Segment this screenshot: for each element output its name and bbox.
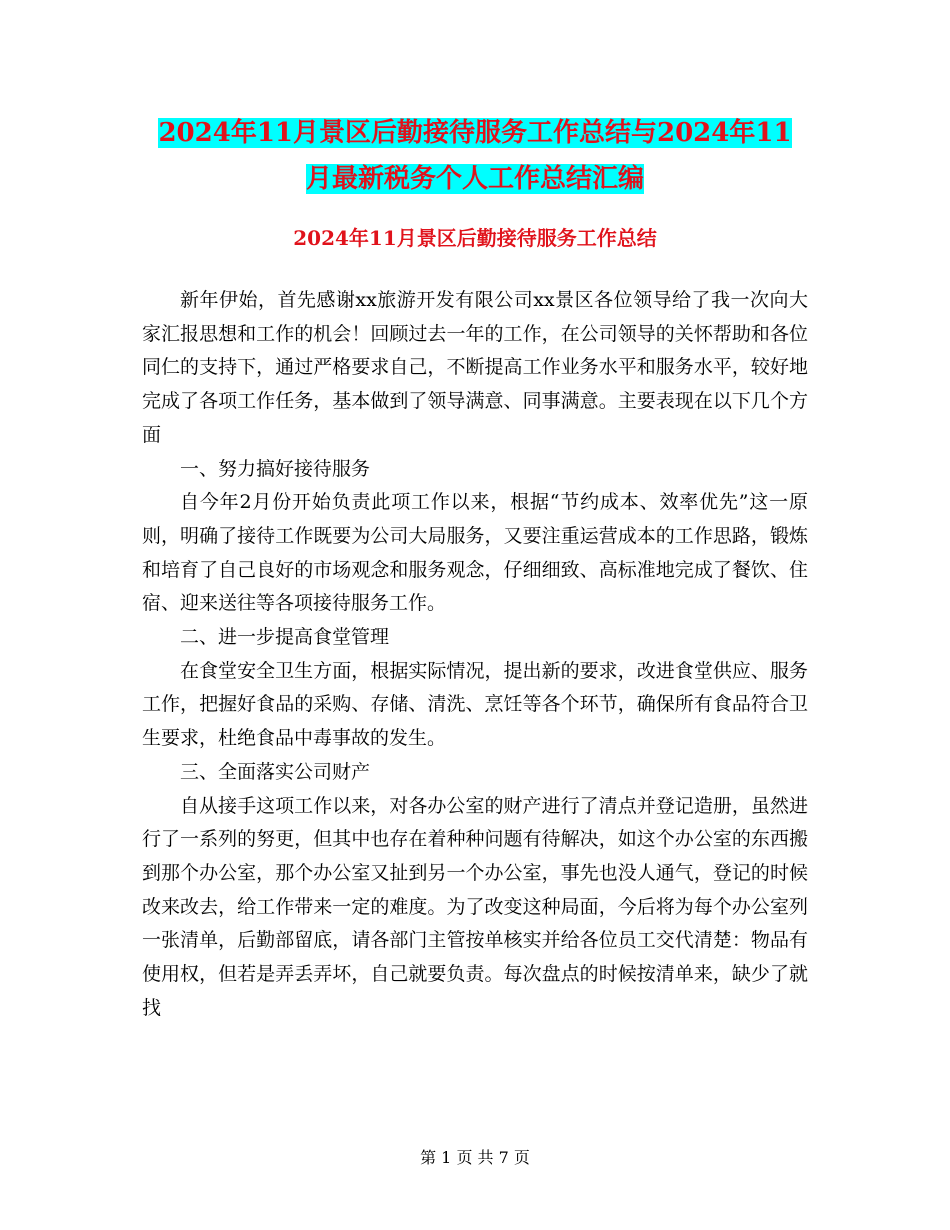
heading-company-property: 三、全面落实公司财产 <box>180 760 371 783</box>
heading-canteen-management: 二、进一步提高食堂管理 <box>180 626 390 649</box>
page-indicator: 第 1 页 共 7 页 <box>420 1148 530 1167</box>
paragraph-intro: 新年伊始，首先感谢xx旅游开发有限公司xx景区各位领导给了我一次向大家汇报思想和工作的机会！回顾过去一年的工作，在公司领导的关怀帮助和各位同仁的支持下，通过严格要求自己，不断提高工作业务水平和服务水平，较好地完成了各项工作任务，基本做到了领导满意、同事满意。主要表现在以下几个方面 <box>142 289 808 446</box>
section-subtitle: 2024年11月景区后勤接待服务工作总结 <box>293 226 657 250</box>
paragraph-company-property: 自从接手这项工作以来，对各办公室的财产进行了清点并登记造册，虽然进行了一系列的努更，但其中也存在着种种问题有待解决，如这个办公室的东西搬到那个办公室，那个办公室又扯到另一个办公室，事先也没人通气，登记的时候改来改去，给工作带来一定的难度。为了改变这种局面，今后将为每个办公室列一张清单，后勤部留底，请各部门主管按单核实并给各位员工交代清楚：物品有使用权，但若是弄丢弄坏，自己就要负责。每次盘点的时候按清单来，缺少了就找 <box>142 794 808 1019</box>
paragraph-canteen-management: 在食堂安全卫生方面，根据实际情况，提出新的要求，改进食堂供应、服务工作，把握好食品的采购、存储、清洗、烹饪等各个环节，确保所有食品符合卫生要求，杜绝食品中毒事故的发生。 <box>142 659 808 750</box>
document-body <box>142 284 808 1025</box>
title-line-1: 2024年11月景区后勤接待服务工作总结与2024年11 <box>158 118 792 148</box>
paragraph-reception-service: 自今年2月份开始负责此项工作以来，根据“节约成本、效率优先”这一原则，明确了接待工作既要为公司大局服务，又要注重运营成本的工作思路，锻炼和培育了自己良好的市场观念和服务观念，仔细细致、高标准地完成了餐饮、住宿、迎来送往等各项接待服务工作。 <box>142 491 808 615</box>
document-title <box>142 110 808 202</box>
title-line-2: 月最新税务个人工作总结汇编 <box>305 164 644 194</box>
heading-reception-service: 一、努力搞好接待服务 <box>180 457 371 480</box>
